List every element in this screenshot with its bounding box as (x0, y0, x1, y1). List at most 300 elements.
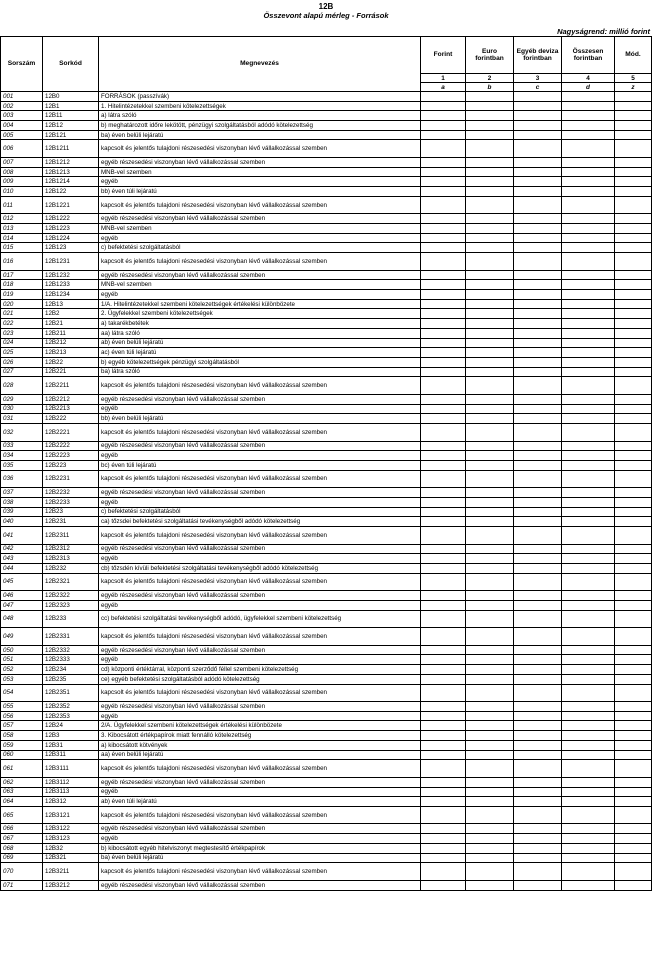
cell-forint[interactable] (421, 554, 466, 564)
cell-mod[interactable] (615, 309, 652, 319)
cell-euro[interactable] (466, 824, 514, 834)
cell-mod[interactable] (615, 377, 652, 395)
cell-euro[interactable] (466, 684, 514, 702)
cell-euro[interactable] (466, 404, 514, 414)
cell-osszesen[interactable] (562, 101, 615, 111)
cell-egyeb[interactable] (514, 92, 562, 102)
cell-osszesen[interactable] (562, 665, 615, 675)
cell-forint[interactable] (421, 299, 466, 309)
cell-euro[interactable] (466, 645, 514, 655)
cell-forint[interactable] (421, 610, 466, 628)
cell-egyeb[interactable] (514, 423, 562, 441)
cell-euro[interactable] (466, 834, 514, 844)
cell-osszesen[interactable] (562, 628, 615, 646)
cell-osszesen[interactable] (562, 497, 615, 507)
cell-mod[interactable] (615, 357, 652, 367)
cell-egyeb[interactable] (514, 674, 562, 684)
cell-mod[interactable] (615, 674, 652, 684)
cell-mod[interactable] (615, 591, 652, 601)
cell-egyeb[interactable] (514, 507, 562, 517)
cell-euro[interactable] (466, 121, 514, 131)
cell-egyeb[interactable] (514, 158, 562, 168)
cell-osszesen[interactable] (562, 441, 615, 451)
cell-egyeb[interactable] (514, 270, 562, 280)
cell-osszesen[interactable] (562, 214, 615, 224)
cell-euro[interactable] (466, 451, 514, 461)
cell-euro[interactable] (466, 880, 514, 890)
cell-mod[interactable] (615, 863, 652, 881)
cell-egyeb[interactable] (514, 843, 562, 853)
cell-forint[interactable] (421, 488, 466, 498)
cell-osszesen[interactable] (562, 460, 615, 470)
cell-egyeb[interactable] (514, 600, 562, 610)
cell-osszesen[interactable] (562, 563, 615, 573)
cell-egyeb[interactable] (514, 610, 562, 628)
cell-egyeb[interactable] (514, 702, 562, 712)
cell-egyeb[interactable] (514, 348, 562, 358)
cell-mod[interactable] (615, 319, 652, 329)
cell-euro[interactable] (466, 665, 514, 675)
cell-euro[interactable] (466, 130, 514, 140)
cell-mod[interactable] (615, 414, 652, 424)
cell-forint[interactable] (421, 328, 466, 338)
cell-forint[interactable] (421, 338, 466, 348)
cell-forint[interactable] (421, 665, 466, 675)
cell-egyeb[interactable] (514, 563, 562, 573)
cell-egyeb[interactable] (514, 130, 562, 140)
cell-mod[interactable] (615, 299, 652, 309)
cell-osszesen[interactable] (562, 834, 615, 844)
cell-egyeb[interactable] (514, 338, 562, 348)
cell-forint[interactable] (421, 853, 466, 863)
cell-egyeb[interactable] (514, 290, 562, 300)
cell-osszesen[interactable] (562, 140, 615, 158)
cell-euro[interactable] (466, 309, 514, 319)
cell-forint[interactable] (421, 497, 466, 507)
cell-euro[interactable] (466, 167, 514, 177)
cell-euro[interactable] (466, 377, 514, 395)
cell-euro[interactable] (466, 488, 514, 498)
cell-osszesen[interactable] (562, 507, 615, 517)
cell-mod[interactable] (615, 470, 652, 488)
cell-mod[interactable] (615, 214, 652, 224)
cell-osszesen[interactable] (562, 187, 615, 197)
cell-forint[interactable] (421, 591, 466, 601)
cell-egyeb[interactable] (514, 280, 562, 290)
cell-euro[interactable] (466, 731, 514, 741)
cell-euro[interactable] (466, 497, 514, 507)
cell-egyeb[interactable] (514, 760, 562, 778)
cell-mod[interactable] (615, 111, 652, 121)
cell-forint[interactable] (421, 470, 466, 488)
cell-mod[interactable] (615, 787, 652, 797)
cell-osszesen[interactable] (562, 806, 615, 824)
cell-forint[interactable] (421, 880, 466, 890)
cell-forint[interactable] (421, 367, 466, 377)
cell-mod[interactable] (615, 130, 652, 140)
cell-osszesen[interactable] (562, 711, 615, 721)
cell-egyeb[interactable] (514, 787, 562, 797)
cell-mod[interactable] (615, 233, 652, 243)
cell-mod[interactable] (615, 451, 652, 461)
cell-euro[interactable] (466, 319, 514, 329)
cell-forint[interactable] (421, 721, 466, 731)
cell-osszesen[interactable] (562, 544, 615, 554)
cell-forint[interactable] (421, 843, 466, 853)
cell-euro[interactable] (466, 806, 514, 824)
cell-osszesen[interactable] (562, 158, 615, 168)
cell-euro[interactable] (466, 357, 514, 367)
cell-forint[interactable] (421, 507, 466, 517)
cell-euro[interactable] (466, 628, 514, 646)
cell-mod[interactable] (615, 610, 652, 628)
cell-egyeb[interactable] (514, 460, 562, 470)
cell-osszesen[interactable] (562, 299, 615, 309)
cell-osszesen[interactable] (562, 740, 615, 750)
cell-mod[interactable] (615, 665, 652, 675)
cell-osszesen[interactable] (562, 610, 615, 628)
cell-osszesen[interactable] (562, 750, 615, 760)
cell-forint[interactable] (421, 517, 466, 527)
cell-forint[interactable] (421, 224, 466, 234)
cell-euro[interactable] (466, 655, 514, 665)
cell-forint[interactable] (421, 253, 466, 271)
cell-euro[interactable] (466, 573, 514, 591)
cell-forint[interactable] (421, 674, 466, 684)
cell-egyeb[interactable] (514, 177, 562, 187)
cell-osszesen[interactable] (562, 338, 615, 348)
cell-osszesen[interactable] (562, 684, 615, 702)
cell-egyeb[interactable] (514, 111, 562, 121)
cell-mod[interactable] (615, 731, 652, 741)
cell-osszesen[interactable] (562, 319, 615, 329)
cell-mod[interactable] (615, 121, 652, 131)
cell-forint[interactable] (421, 863, 466, 881)
cell-forint[interactable] (421, 423, 466, 441)
cell-osszesen[interactable] (562, 177, 615, 187)
cell-osszesen[interactable] (562, 853, 615, 863)
cell-forint[interactable] (421, 797, 466, 807)
cell-forint[interactable] (421, 760, 466, 778)
cell-egyeb[interactable] (514, 243, 562, 253)
cell-osszesen[interactable] (562, 280, 615, 290)
cell-forint[interactable] (421, 740, 466, 750)
cell-euro[interactable] (466, 777, 514, 787)
cell-osszesen[interactable] (562, 880, 615, 890)
cell-mod[interactable] (615, 394, 652, 404)
cell-osszesen[interactable] (562, 367, 615, 377)
cell-egyeb[interactable] (514, 711, 562, 721)
cell-forint[interactable] (421, 460, 466, 470)
cell-euro[interactable] (466, 600, 514, 610)
cell-egyeb[interactable] (514, 214, 562, 224)
cell-mod[interactable] (615, 140, 652, 158)
cell-egyeb[interactable] (514, 367, 562, 377)
cell-mod[interactable] (615, 196, 652, 214)
cell-forint[interactable] (421, 645, 466, 655)
cell-osszesen[interactable] (562, 423, 615, 441)
cell-mod[interactable] (615, 224, 652, 234)
cell-mod[interactable] (615, 721, 652, 731)
cell-osszesen[interactable] (562, 517, 615, 527)
cell-osszesen[interactable] (562, 348, 615, 358)
cell-osszesen[interactable] (562, 674, 615, 684)
cell-mod[interactable] (615, 824, 652, 834)
cell-euro[interactable] (466, 187, 514, 197)
cell-mod[interactable] (615, 290, 652, 300)
cell-euro[interactable] (466, 280, 514, 290)
cell-osszesen[interactable] (562, 702, 615, 712)
cell-egyeb[interactable] (514, 299, 562, 309)
cell-euro[interactable] (466, 591, 514, 601)
cell-egyeb[interactable] (514, 233, 562, 243)
cell-forint[interactable] (421, 187, 466, 197)
cell-osszesen[interactable] (562, 111, 615, 121)
cell-euro[interactable] (466, 507, 514, 517)
cell-forint[interactable] (421, 196, 466, 214)
cell-mod[interactable] (615, 460, 652, 470)
cell-egyeb[interactable] (514, 253, 562, 271)
cell-forint[interactable] (421, 404, 466, 414)
cell-forint[interactable] (421, 711, 466, 721)
cell-mod[interactable] (615, 684, 652, 702)
cell-osszesen[interactable] (562, 377, 615, 395)
cell-euro[interactable] (466, 721, 514, 731)
cell-egyeb[interactable] (514, 797, 562, 807)
cell-egyeb[interactable] (514, 497, 562, 507)
cell-osszesen[interactable] (562, 655, 615, 665)
cell-egyeb[interactable] (514, 101, 562, 111)
cell-egyeb[interactable] (514, 319, 562, 329)
cell-mod[interactable] (615, 645, 652, 655)
cell-osszesen[interactable] (562, 92, 615, 102)
cell-osszesen[interactable] (562, 721, 615, 731)
cell-egyeb[interactable] (514, 665, 562, 675)
cell-euro[interactable] (466, 843, 514, 853)
cell-forint[interactable] (421, 750, 466, 760)
cell-mod[interactable] (615, 253, 652, 271)
cell-euro[interactable] (466, 367, 514, 377)
cell-egyeb[interactable] (514, 488, 562, 498)
cell-forint[interactable] (421, 394, 466, 404)
cell-osszesen[interactable] (562, 797, 615, 807)
cell-egyeb[interactable] (514, 554, 562, 564)
cell-euro[interactable] (466, 750, 514, 760)
cell-mod[interactable] (615, 750, 652, 760)
cell-osszesen[interactable] (562, 470, 615, 488)
cell-euro[interactable] (466, 243, 514, 253)
cell-euro[interactable] (466, 740, 514, 750)
cell-egyeb[interactable] (514, 196, 562, 214)
cell-mod[interactable] (615, 544, 652, 554)
cell-osszesen[interactable] (562, 824, 615, 834)
cell-egyeb[interactable] (514, 740, 562, 750)
cell-mod[interactable] (615, 853, 652, 863)
cell-osszesen[interactable] (562, 645, 615, 655)
cell-forint[interactable] (421, 243, 466, 253)
cell-egyeb[interactable] (514, 394, 562, 404)
cell-mod[interactable] (615, 404, 652, 414)
cell-euro[interactable] (466, 394, 514, 404)
cell-forint[interactable] (421, 441, 466, 451)
cell-egyeb[interactable] (514, 140, 562, 158)
cell-egyeb[interactable] (514, 404, 562, 414)
cell-egyeb[interactable] (514, 834, 562, 844)
cell-euro[interactable] (466, 526, 514, 544)
cell-mod[interactable] (615, 167, 652, 177)
cell-forint[interactable] (421, 563, 466, 573)
cell-mod[interactable] (615, 843, 652, 853)
cell-egyeb[interactable] (514, 377, 562, 395)
cell-egyeb[interactable] (514, 731, 562, 741)
cell-euro[interactable] (466, 760, 514, 778)
cell-euro[interactable] (466, 797, 514, 807)
cell-forint[interactable] (421, 167, 466, 177)
cell-mod[interactable] (615, 488, 652, 498)
cell-mod[interactable] (615, 777, 652, 787)
cell-egyeb[interactable] (514, 451, 562, 461)
cell-mod[interactable] (615, 92, 652, 102)
cell-euro[interactable] (466, 702, 514, 712)
cell-egyeb[interactable] (514, 880, 562, 890)
cell-mod[interactable] (615, 760, 652, 778)
cell-forint[interactable] (421, 544, 466, 554)
cell-osszesen[interactable] (562, 328, 615, 338)
cell-osszesen[interactable] (562, 243, 615, 253)
cell-euro[interactable] (466, 863, 514, 881)
cell-forint[interactable] (421, 451, 466, 461)
cell-euro[interactable] (466, 224, 514, 234)
cell-euro[interactable] (466, 610, 514, 628)
cell-euro[interactable] (466, 214, 514, 224)
cell-forint[interactable] (421, 526, 466, 544)
cell-osszesen[interactable] (562, 309, 615, 319)
cell-euro[interactable] (466, 711, 514, 721)
cell-forint[interactable] (421, 600, 466, 610)
cell-euro[interactable] (466, 460, 514, 470)
cell-forint[interactable] (421, 177, 466, 187)
cell-euro[interactable] (466, 196, 514, 214)
cell-osszesen[interactable] (562, 760, 615, 778)
cell-euro[interactable] (466, 290, 514, 300)
cell-forint[interactable] (421, 290, 466, 300)
cell-euro[interactable] (466, 517, 514, 527)
cell-osszesen[interactable] (562, 167, 615, 177)
cell-forint[interactable] (421, 92, 466, 102)
cell-euro[interactable] (466, 177, 514, 187)
cell-osszesen[interactable] (562, 130, 615, 140)
cell-forint[interactable] (421, 824, 466, 834)
cell-euro[interactable] (466, 92, 514, 102)
cell-mod[interactable] (615, 101, 652, 111)
cell-forint[interactable] (421, 628, 466, 646)
cell-egyeb[interactable] (514, 628, 562, 646)
cell-mod[interactable] (615, 880, 652, 890)
cell-osszesen[interactable] (562, 233, 615, 243)
cell-euro[interactable] (466, 554, 514, 564)
cell-osszesen[interactable] (562, 270, 615, 280)
cell-euro[interactable] (466, 414, 514, 424)
cell-mod[interactable] (615, 797, 652, 807)
cell-egyeb[interactable] (514, 441, 562, 451)
cell-osszesen[interactable] (562, 600, 615, 610)
cell-osszesen[interactable] (562, 451, 615, 461)
cell-forint[interactable] (421, 280, 466, 290)
cell-mod[interactable] (615, 526, 652, 544)
cell-forint[interactable] (421, 357, 466, 367)
cell-mod[interactable] (615, 243, 652, 253)
cell-mod[interactable] (615, 600, 652, 610)
cell-mod[interactable] (615, 702, 652, 712)
cell-egyeb[interactable] (514, 684, 562, 702)
cell-euro[interactable] (466, 101, 514, 111)
cell-egyeb[interactable] (514, 721, 562, 731)
cell-osszesen[interactable] (562, 777, 615, 787)
cell-egyeb[interactable] (514, 328, 562, 338)
cell-mod[interactable] (615, 177, 652, 187)
cell-forint[interactable] (421, 214, 466, 224)
cell-egyeb[interactable] (514, 824, 562, 834)
cell-forint[interactable] (421, 834, 466, 844)
cell-forint[interactable] (421, 806, 466, 824)
cell-forint[interactable] (421, 270, 466, 280)
cell-forint[interactable] (421, 377, 466, 395)
cell-egyeb[interactable] (514, 863, 562, 881)
cell-mod[interactable] (615, 655, 652, 665)
cell-mod[interactable] (615, 507, 652, 517)
cell-osszesen[interactable] (562, 863, 615, 881)
cell-mod[interactable] (615, 158, 652, 168)
cell-osszesen[interactable] (562, 404, 615, 414)
cell-forint[interactable] (421, 130, 466, 140)
cell-forint[interactable] (421, 414, 466, 424)
cell-osszesen[interactable] (562, 787, 615, 797)
cell-mod[interactable] (615, 270, 652, 280)
cell-osszesen[interactable] (562, 121, 615, 131)
cell-forint[interactable] (421, 101, 466, 111)
cell-euro[interactable] (466, 140, 514, 158)
cell-osszesen[interactable] (562, 731, 615, 741)
cell-osszesen[interactable] (562, 357, 615, 367)
cell-forint[interactable] (421, 348, 466, 358)
cell-forint[interactable] (421, 140, 466, 158)
cell-mod[interactable] (615, 280, 652, 290)
cell-egyeb[interactable] (514, 750, 562, 760)
cell-osszesen[interactable] (562, 290, 615, 300)
cell-mod[interactable] (615, 187, 652, 197)
cell-forint[interactable] (421, 111, 466, 121)
cell-mod[interactable] (615, 740, 652, 750)
cell-egyeb[interactable] (514, 357, 562, 367)
cell-osszesen[interactable] (562, 526, 615, 544)
cell-euro[interactable] (466, 470, 514, 488)
cell-egyeb[interactable] (514, 806, 562, 824)
cell-egyeb[interactable] (514, 777, 562, 787)
cell-mod[interactable] (615, 367, 652, 377)
cell-euro[interactable] (466, 441, 514, 451)
cell-forint[interactable] (421, 684, 466, 702)
cell-euro[interactable] (466, 270, 514, 280)
cell-euro[interactable] (466, 299, 514, 309)
cell-egyeb[interactable] (514, 309, 562, 319)
cell-forint[interactable] (421, 777, 466, 787)
cell-mod[interactable] (615, 423, 652, 441)
cell-forint[interactable] (421, 158, 466, 168)
cell-egyeb[interactable] (514, 544, 562, 554)
cell-forint[interactable] (421, 121, 466, 131)
cell-euro[interactable] (466, 111, 514, 121)
cell-egyeb[interactable] (514, 573, 562, 591)
